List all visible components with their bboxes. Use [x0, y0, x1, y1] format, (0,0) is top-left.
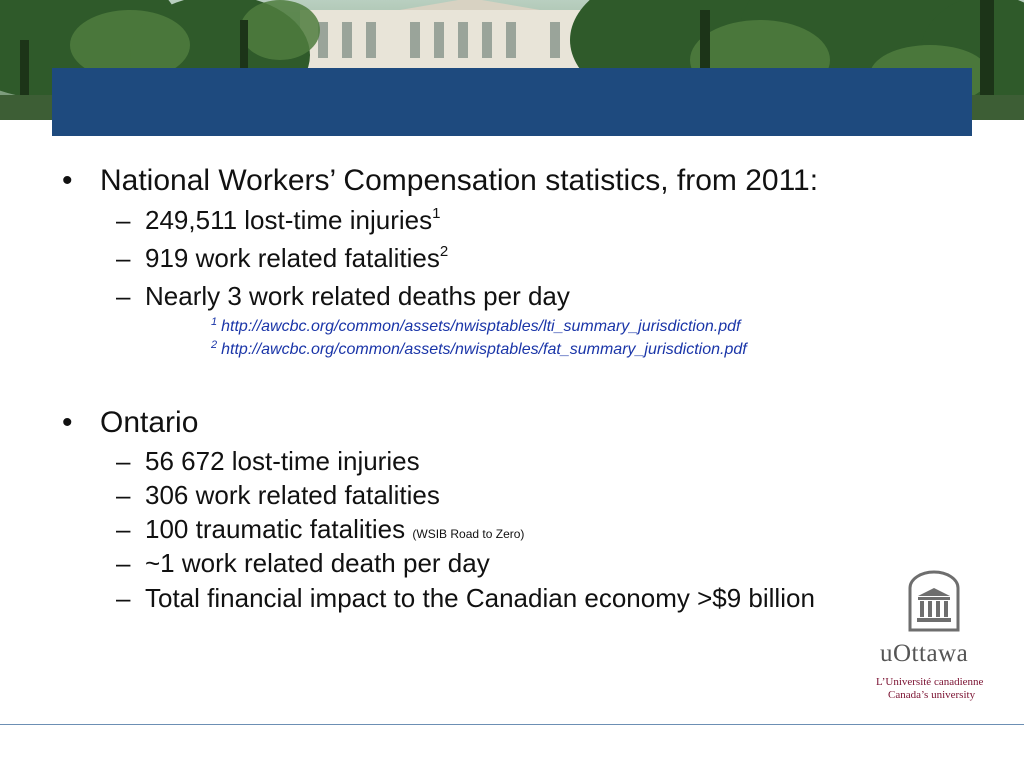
bullet-marker: •	[62, 164, 73, 197]
reference-url[interactable]: http://awcbc.org/common/assets/nwisptables/lti_summary_jurisdiction.pdf	[221, 318, 741, 335]
item-text: ~1 work related death per day	[145, 548, 490, 578]
bullet-heading: National Workers’ Compensation statistics, from 2011:	[100, 164, 819, 197]
item-text: 56 672 lost-time injuries	[145, 446, 420, 476]
list-item-text	[145, 205, 440, 235]
list-item-text	[145, 243, 448, 273]
bullet-marker: •	[62, 406, 73, 439]
dash-marker: –	[116, 548, 131, 578]
item-text: 919 work related fatalities	[145, 243, 440, 273]
item-text: 100 traumatic fatalities	[145, 514, 406, 544]
dash-marker: –	[116, 583, 131, 613]
logo-tagline-french: L’Université canadienne	[876, 676, 984, 688]
dash-marker: –	[116, 480, 131, 510]
reference-url[interactable]: http://awcbc.org/common/assets/nwisptables/fat_summary_jurisdiction.pdf	[221, 341, 747, 358]
source-note: (WSIB Road to Zero)	[412, 527, 525, 541]
reference-link[interactable]	[211, 340, 747, 360]
item-text: Total financial impact to the Canadian economy >$9 billion	[145, 583, 815, 613]
dash-marker: –	[116, 243, 131, 273]
bullet-heading: Ontario	[100, 406, 199, 439]
dash-marker: –	[116, 205, 131, 235]
list-item-text	[145, 514, 524, 549]
reference-link[interactable]	[211, 317, 740, 337]
footer-divider	[0, 724, 1024, 725]
reference-number: 2	[211, 339, 218, 351]
uottawa-logo	[870, 568, 1000, 708]
dash-marker: –	[116, 514, 131, 544]
university-building-icon	[904, 570, 964, 634]
footnote-marker: 1	[432, 205, 441, 222]
logo-wordmark: uOttawa	[880, 640, 969, 667]
item-text: Nearly 3 work related deaths per day	[145, 281, 570, 311]
title-bar	[52, 68, 972, 136]
item-text: 249,511 lost-time injuries	[145, 205, 433, 235]
logo-tagline-english: Canada’s university	[888, 689, 976, 701]
dash-marker: –	[116, 281, 131, 311]
dash-marker: –	[116, 446, 131, 476]
footnote-marker: 2	[439, 243, 449, 260]
item-text: 306 work related fatalities	[145, 480, 440, 510]
reference-number: 1	[211, 316, 218, 328]
